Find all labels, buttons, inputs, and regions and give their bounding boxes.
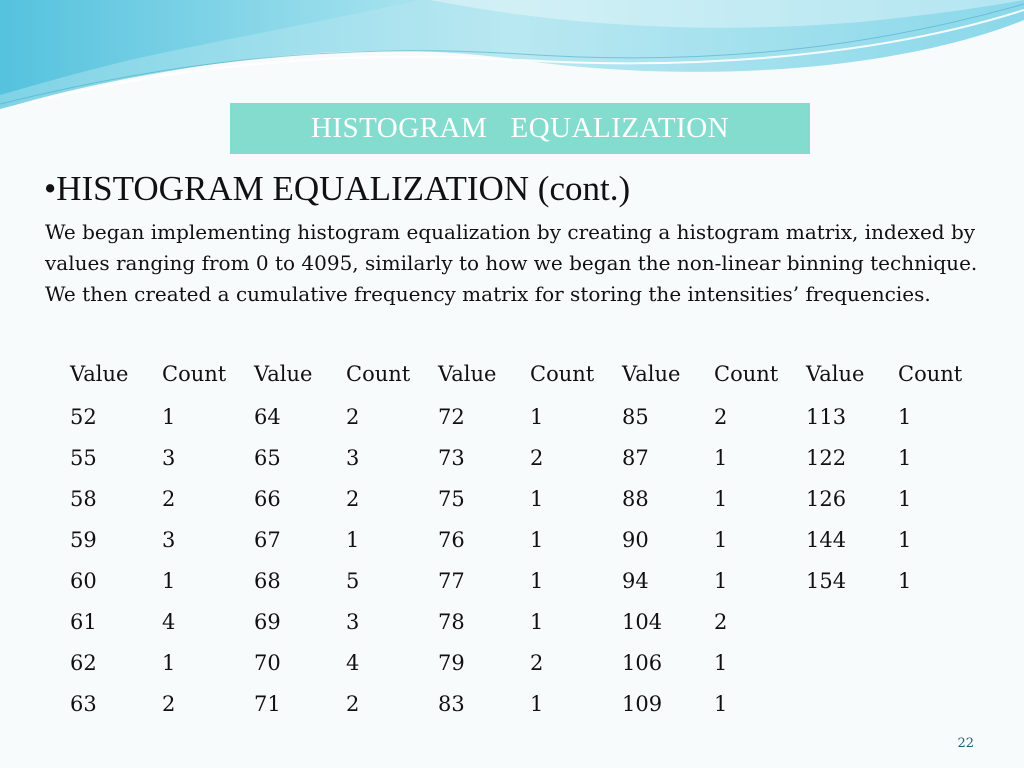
table-cell: 67 [254, 527, 281, 552]
table-cell: 1 [714, 445, 728, 470]
table-cell [796, 601, 888, 642]
table-cell: 69 [254, 609, 281, 634]
slide-body-text: We began implementing histogram equalization by creating a histogram matrix, indexed by values ranging from 0 to 4095, similarly to how we began the non-linear binning technique. We then created a cumulative frequency matrix for storing the intensities’ frequencies. [45, 220, 978, 306]
table-cell: 52 [70, 404, 97, 429]
table-cell: 1 [530, 404, 544, 429]
table-cell: 1 [714, 650, 728, 675]
column-header: Value [254, 362, 313, 386]
table-cell [796, 642, 888, 683]
table-cell: 1 [530, 609, 544, 634]
table-cell: 66 [254, 486, 281, 511]
table-cell: 154 [806, 568, 847, 593]
table-cell: 1 [714, 486, 728, 511]
table-row [60, 519, 980, 560]
table-cell: 2 [346, 691, 360, 716]
table-cell: 1 [530, 486, 544, 511]
table-cell: 2 [530, 650, 544, 675]
table-cell: 3 [162, 445, 176, 470]
table-cell: 144 [806, 527, 847, 552]
table-cell: 2 [162, 486, 176, 511]
table-cell: 109 [622, 691, 663, 716]
table-cell: 65 [254, 445, 281, 470]
table-cell: 126 [806, 486, 847, 511]
column-header: Value [438, 362, 497, 386]
table-cell: 76 [438, 527, 465, 552]
table-cell [888, 642, 980, 683]
table-cell: 85 [622, 404, 649, 429]
table-cell: 1 [530, 527, 544, 552]
table-cell: 1 [162, 568, 176, 593]
table-row [60, 683, 980, 724]
table-cell: 106 [622, 650, 663, 675]
table-cell: 94 [622, 568, 649, 593]
table-cell: 90 [622, 527, 649, 552]
table-cell: 88 [622, 486, 649, 511]
column-header: Value [70, 362, 129, 386]
table-cell: 2 [530, 445, 544, 470]
table-cell [888, 683, 980, 724]
table-body [60, 396, 980, 724]
table-cell: 83 [438, 691, 465, 716]
table-cell: 3 [162, 527, 176, 552]
table-header-row [60, 352, 980, 396]
table-cell: 1 [162, 650, 176, 675]
table-cell: 2 [346, 404, 360, 429]
table-cell: 1 [530, 691, 544, 716]
table-row [60, 642, 980, 683]
table-cell: 70 [254, 650, 281, 675]
table-cell: 62 [70, 650, 97, 675]
table-cell: 1 [714, 527, 728, 552]
table-cell: 2 [714, 609, 728, 634]
column-header: Value [806, 362, 865, 386]
table-cell: 1 [714, 691, 728, 716]
slide-heading: •HISTOGRAM EQUALIZATION (cont.) [44, 169, 631, 208]
table-cell: 63 [70, 691, 97, 716]
column-header: Count [530, 362, 595, 386]
decorative-wave-header [0, 0, 1024, 120]
column-header: Count [714, 362, 779, 386]
table-row [60, 478, 980, 519]
table-cell: 72 [438, 404, 465, 429]
table-cell: 60 [70, 568, 97, 593]
table-cell: 104 [622, 609, 663, 634]
column-header: Count [898, 362, 963, 386]
table-cell: 4 [162, 609, 176, 634]
table-cell: 1 [898, 568, 912, 593]
table-cell: 87 [622, 445, 649, 470]
table-cell: 78 [438, 609, 465, 634]
table-cell: 3 [346, 445, 360, 470]
table-cell: 2 [162, 691, 176, 716]
page-number: 22 [957, 736, 974, 751]
table-cell: 113 [806, 404, 847, 429]
table-cell: 1 [898, 445, 912, 470]
table-cell: 1 [714, 568, 728, 593]
table-cell: 79 [438, 650, 465, 675]
table-cell: 1 [162, 404, 176, 429]
table-row [60, 560, 980, 601]
table-cell: 58 [70, 486, 97, 511]
table-cell: 1 [346, 527, 360, 552]
table-cell [796, 683, 888, 724]
table-cell: 3 [346, 609, 360, 634]
table-cell: 71 [254, 691, 281, 716]
column-header: Count [346, 362, 411, 386]
table-cell: 77 [438, 568, 465, 593]
table-cell: 122 [806, 445, 847, 470]
table-cell: 1 [898, 527, 912, 552]
table-cell: 4 [346, 650, 360, 675]
table-cell: 59 [70, 527, 97, 552]
table-cell: 68 [254, 568, 281, 593]
table-cell: 2 [346, 486, 360, 511]
slide-title: HISTOGRAM EQUALIZATION [310, 112, 730, 144]
table-cell: 5 [346, 568, 360, 593]
table-cell: 61 [70, 609, 97, 634]
slide-title-band [230, 103, 810, 154]
table-cell: 64 [254, 404, 281, 429]
table-cell: 75 [438, 486, 465, 511]
column-header: Count [162, 362, 227, 386]
column-header: Value [622, 362, 681, 386]
table-cell: 73 [438, 445, 465, 470]
table-cell: 2 [714, 404, 728, 429]
table-row [60, 396, 980, 437]
table-cell: 1 [530, 568, 544, 593]
table-cell [888, 601, 980, 642]
table-cell: 1 [898, 486, 912, 511]
histogram-table [60, 352, 980, 724]
table-row [60, 601, 980, 642]
table-cell: 55 [70, 445, 97, 470]
table-row [60, 437, 980, 478]
table-cell: 1 [898, 404, 912, 429]
